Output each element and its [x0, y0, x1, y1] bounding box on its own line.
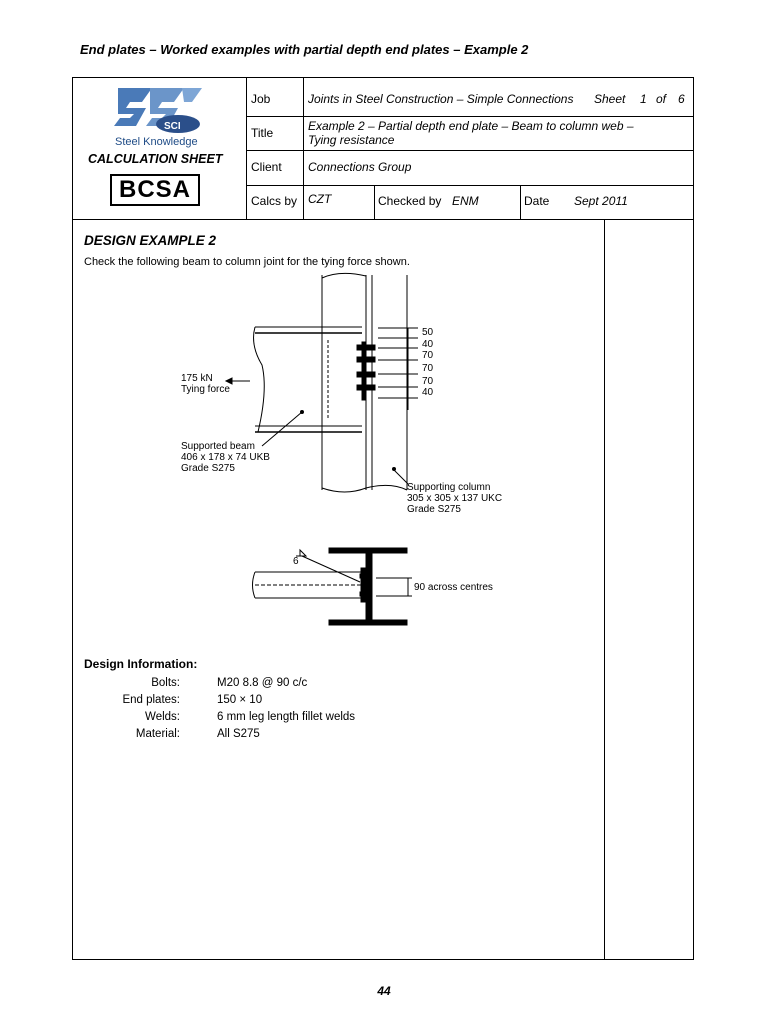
info-value-bolts: M20 8.8 @ 90 c/c	[217, 677, 308, 689]
info-value-material: All S275	[217, 728, 260, 740]
info-key-welds: Welds:	[145, 711, 180, 723]
client-label: Client	[251, 160, 282, 174]
logo-tagline: Steel Knowledge	[115, 136, 198, 148]
info-key-end-plates: End plates:	[122, 694, 180, 706]
job-label: Job	[251, 92, 271, 106]
dim-label-6: 40	[422, 387, 434, 398]
dim-label-4: 70	[422, 363, 434, 374]
bcsa-logo: BCSA	[110, 174, 200, 206]
sheet-of: of	[656, 92, 667, 106]
design-info-heading: Design Information:	[84, 657, 198, 671]
beam-label-1: Supported beam	[181, 441, 255, 452]
date-value: Sept 2011	[574, 194, 628, 208]
page-number: 44	[377, 984, 391, 998]
tying-force-value: 175 kN	[181, 373, 213, 384]
tying-force-label: Tying force	[181, 384, 230, 395]
design-example-heading: DESIGN EXAMPLE 2	[84, 233, 217, 248]
sheet-total: 6	[678, 92, 685, 106]
calcs-by-value: CZT	[308, 192, 332, 206]
info-key-material: Material:	[135, 728, 180, 740]
info-value-welds: 6 mm leg length fillet welds	[217, 711, 356, 723]
intro-text: Check the following beam to column joint for the tying force shown.	[84, 256, 410, 268]
checked-by-label: Checked by	[378, 194, 442, 208]
dim-label-3: 70	[422, 350, 434, 361]
title-line-1: Example 2 – Partial depth end plate – Beam to column web –	[308, 119, 634, 133]
weld-size-label: 6	[293, 556, 299, 567]
calcs-by-label: Calcs by	[251, 194, 298, 208]
info-key-bolts: Bolts:	[151, 677, 180, 689]
client-value: Connections Group	[308, 160, 412, 174]
checked-by-value: ENM	[452, 194, 479, 208]
job-value: Joints in Steel Construction – Simple Connections	[308, 92, 574, 106]
title-label: Title	[251, 126, 274, 140]
calculation-sheet-label: CALCULATION SHEET	[88, 152, 223, 166]
beam-label-3: Grade S275	[181, 463, 235, 474]
info-value-end-plates: 150 × 10	[217, 694, 263, 706]
document-title: End plates – Worked examples with partial depth end plates – Example 2	[80, 42, 529, 57]
column-label-3: Grade S275	[407, 504, 461, 515]
sheet-number: 1	[640, 92, 647, 106]
dim-label-2: 40	[422, 339, 434, 350]
date-label: Date	[524, 194, 550, 208]
beam-label-2: 406 x 178 x 74 UKB	[181, 452, 270, 463]
dim-label-1: 50	[422, 327, 434, 338]
sheet-label: Sheet	[594, 92, 626, 106]
column-label-1: Supporting column	[407, 482, 491, 493]
sci-logo-text: SCI	[164, 121, 181, 132]
title-line-2: Tying resistance	[308, 133, 395, 147]
dim-label-5: 70	[422, 376, 434, 387]
across-centres-label: 90 across centres	[414, 582, 493, 593]
column-label-2: 305 x 305 x 137 UKC	[407, 493, 503, 504]
